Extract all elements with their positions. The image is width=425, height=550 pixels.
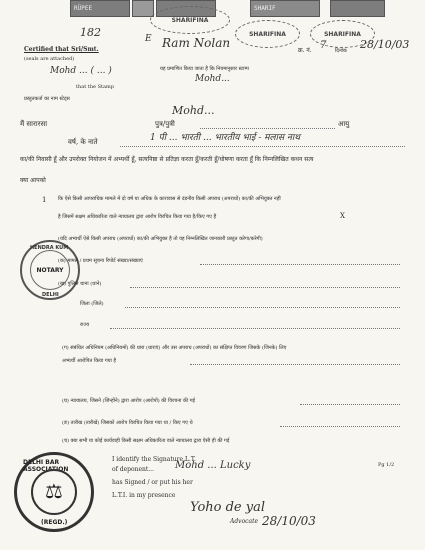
stool-icon: ⚖ (45, 479, 63, 503)
identify-line-4: L.T.I. in my presence (112, 492, 176, 499)
clause-1-label: क्या आपको (20, 177, 46, 184)
section-nga: (ङ) तारीख (तारीखें) जिसको आरोप विरचित किया गया था / किए गए थे (62, 420, 193, 426)
certified-label: Certified that Sri/Smt. (24, 46, 99, 53)
revenue-stamp (250, 0, 320, 17)
address-blank (120, 146, 405, 147)
stamp-duty-line: यह प्रमाणित किया जाता है कि नियमानुसार स्टाम्प (160, 66, 249, 72)
seal-text: SHARIFINA (171, 16, 209, 24)
identify-line-2: of deponent... (112, 466, 154, 473)
section-ga-line-1: (ग) संबंधित अधिनियम (अधिनियमों) की धारा (धाराएं) और उस अपराध (अपराधों) का संक्षिप्त विवरण जिसके (जिनके) लिए (62, 345, 287, 351)
clause-1-number: 1 (42, 196, 47, 204)
clause-1-text-2: है जिसमें सक्षम अधिकारिता वाले न्यायालय द्वारा आरोप विरचित किया गया है/किए गए हैं (58, 214, 217, 220)
notary-seal (20, 240, 80, 300)
section-ga-blank (190, 364, 400, 365)
notary-seal-top-text: HENDRA KUM (30, 245, 69, 251)
field-a-blank (200, 264, 400, 265)
field-b-blank (130, 287, 400, 288)
name-handwritten: Ram Nolan (162, 36, 231, 50)
date-label: दिनांक (335, 48, 347, 54)
seal-text: SHARIFINA (249, 30, 286, 38)
age-label: आयु (338, 120, 350, 128)
deponent-name-handwritten: Mohd... (172, 104, 215, 117)
advocate-signature: Yoho de yal (190, 500, 266, 515)
bar-seal-ring-text: DELHI BAR ASSOCIATION (23, 459, 69, 473)
field-c-blank (125, 307, 400, 308)
name-line-label: मैं सारारसा (20, 120, 48, 128)
deponent-signature: Mohd ... Lucky (175, 460, 251, 471)
section-cha: (च) क्या सभी या कोई कार्यवाही किसी सक्षम अधिकारिता वाले न्यायालय द्वारा ऐसी ही की गई (62, 438, 230, 444)
notary-seal-bottom-text: DELHI (42, 292, 59, 298)
relation-label: पुत्र/पुत्री (155, 120, 175, 128)
notary-seal-middle-text: NOTARY (36, 266, 64, 274)
clause-2-text: (यदि अभ्यर्थी ऐसे किसी अपराध (अपराधों) का/की अभियुक्त है तो वह निम्नलिखित जानकारी प्रस्तुत करेगा/करेगी) (58, 236, 263, 242)
submitter-label: प्रस्तुतकर्ता का नाम स्टेट्स (24, 96, 70, 102)
field-d-label: राज्य (80, 322, 90, 328)
revenue-stamp (330, 0, 385, 17)
declaration-line: का/की निवासी हूँ और उपरोक्त नियोजन में अभ्यर्थी हूँ, सत्यनिष्ठा से प्रतिज्ञा करता हूँ/करती हूँ/घोषणा करता हूँ कि निम्नलिखित कथन सत्य (20, 156, 314, 163)
serial-prefix: E (145, 34, 152, 44)
field-b-label: (ख) पुलिस थाना (थाने) (58, 281, 102, 287)
handwritten-2: Mohd... (195, 74, 230, 84)
stamp-cancel-seal (235, 20, 300, 48)
section-gha: (घ) न्यायालय, जिसने (जिन्होंने) द्वारा आरोप (आरोपों) की विरचना की गई (62, 398, 195, 404)
advocate-label: Advocate (230, 518, 259, 525)
revenue-stamp (132, 0, 154, 17)
name-blank (200, 128, 335, 129)
revenue-stamp (70, 0, 130, 17)
bar-seal-inner (31, 469, 77, 515)
number-handwritten: 7 (320, 40, 327, 51)
date-handwritten: 28/10/03 (360, 38, 410, 51)
field-a-label: (क) मामले / प्रथम सूचना रिपोर्ट संख्या/संख्याएं (58, 258, 143, 264)
seals-label: (seals are attached) (24, 56, 75, 62)
clause-1-text: कि ऐसे किसी आपराधिक मामले में दो वर्ष या अधिक के कारावास से दंडनीय किसी अपराध (अपराधों) का/की अभियुक्त नहीं (58, 196, 281, 202)
advocate-date: 28/10/03 (262, 514, 316, 528)
identify-line-3: has Signed / or put his her (112, 479, 193, 486)
handwritten-fragment: Mohd ... ( ... ) (50, 66, 112, 76)
bar-association-seal (14, 452, 94, 532)
stamp-cancel-seal (150, 6, 230, 34)
serial-number-handwritten: 182 (80, 26, 101, 39)
bar-seal-lower-text: (REGD.) (41, 519, 68, 526)
address-handwritten: 1 पी ... भारती ... भारतीय भाई - मलास नाथ (150, 133, 300, 143)
section-nga-blank (280, 426, 400, 427)
field-d-blank (110, 328, 400, 329)
identify-line-1: I identify the Signature L.T. (112, 456, 196, 463)
section-gha-blank (300, 404, 400, 405)
english-fragment: that the Stamp (76, 84, 114, 90)
address-label: वर्ष, के नाते (68, 138, 98, 146)
stamp-label: SHARIF (254, 5, 276, 12)
section-ga-line-2: अभ्यर्थी आरोपित किया गया है (62, 358, 117, 364)
field-c-label: जिला (जिले) (80, 301, 104, 307)
number-label: क्र. नं. (298, 47, 312, 54)
page-mark: Pg 1/2 (378, 462, 395, 468)
clause-1-mark: X (340, 212, 345, 220)
stamp-label: RÜPEE (74, 5, 93, 12)
seal-text: SHARIFINA (324, 30, 361, 38)
